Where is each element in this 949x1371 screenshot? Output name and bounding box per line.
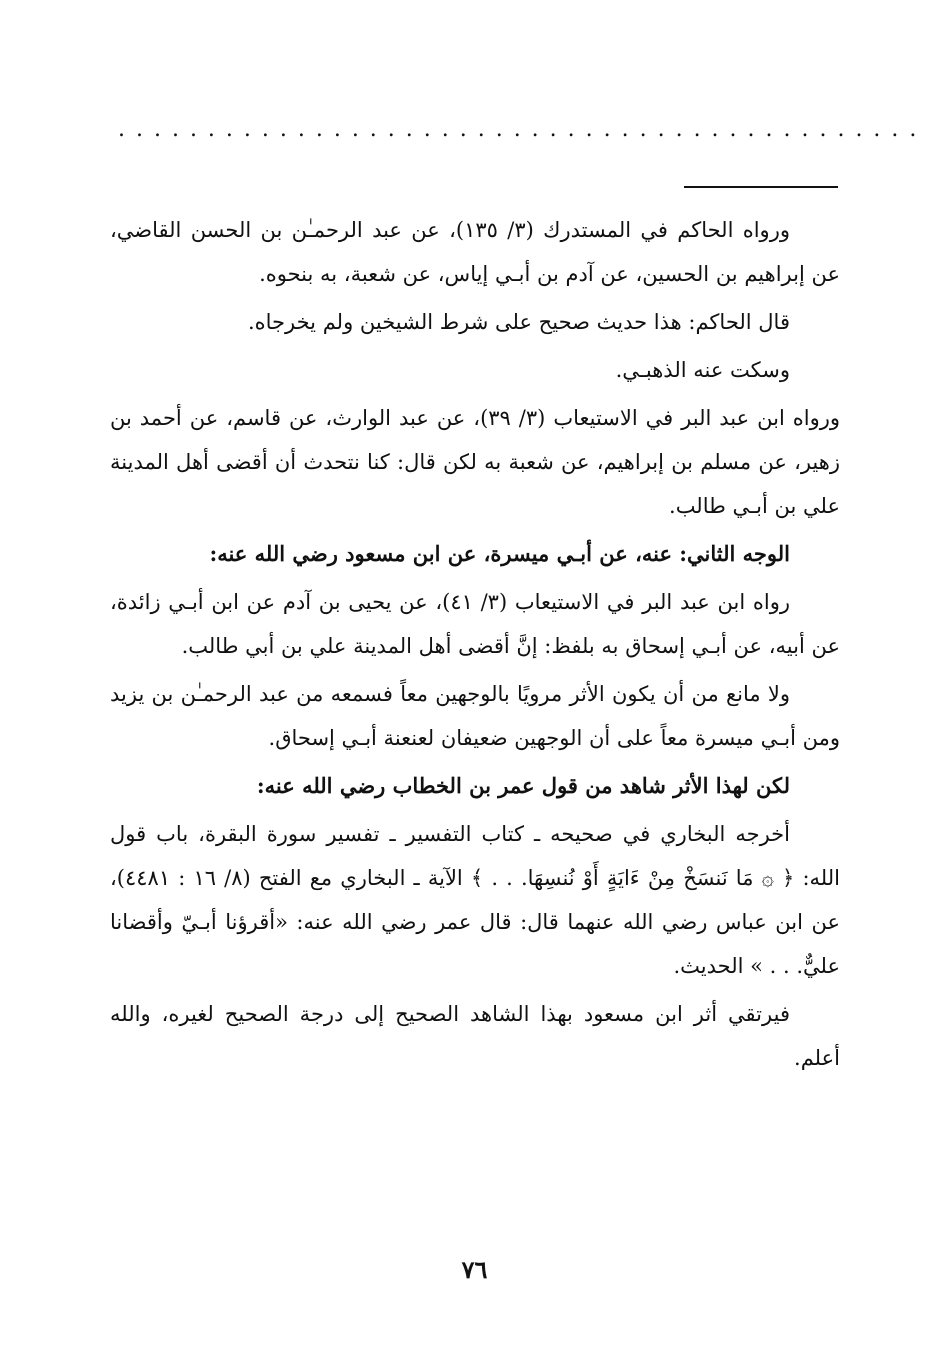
paragraph-second-aspect-narration: رواه ابن عبد البر في الاستيعاب (٣/ ٤١)، عن يحيى بن آدم عن ابن أبـي زائدة، عن أبيه، عن أبـي إسحاق به بلفظ: إنَّ أقضى أهل المدينة علي بن أبي طالب. xyxy=(110,590,840,658)
paragraph-no-objection: ولا مانع من أن يكون الأثر مرويًا بالوجهين معاً فسمعه من عبد الرحمـٰن بن يزيد ومن أبـي ميسرة معاً على أن الوجهين ضعيفان لعنعنة أبـي إسحاق. xyxy=(110,682,840,750)
paragraph-bukhari: أخرجه البخاري في صحيحه ـ كتاب التفسير ـ تفسير سورة البقرة، باب قول الله: ﴿ ۞ مَا نَنسَخْ مِنْ ءَايَةٍ أَوْ نُنسِهَا. . . ﴾ الآية ـ البخاري مع الفتح (٨/ ١٦ : ٤٤٨١)، عن ابن عباس رضي الله عنهما قال: قال عمر رضي الله عنه: «أقرؤنا أبـيّ وأقضانا عليٌّ. . . » الحديث. xyxy=(110,822,840,978)
paragraph-hakim-narration: ورواه الحاكم في المستدرك (٣/ ١٣٥)، عن عبد الرحمـٰن بن الحسن القاضي، عن إبراهيم بن الحسين، عن آدم بن أبـي إياس، عن شعبة، به بنحوه. xyxy=(110,218,840,286)
page-number: ٧٦ xyxy=(461,1255,488,1284)
dotted-separator: . . . . . . . . . . . . . . . . . . . . . . . . . . . . . . . . . . . . . . . . . . . . . xyxy=(118,117,919,142)
paragraph-dhahabi: وسكت عنه الذهبـي. xyxy=(615,358,790,382)
paragraph-witness-heading: لكن لهذا الأثر شاهد من قول عمر بن الخطاب رضي الله عنه: xyxy=(256,773,790,798)
footnote-rule xyxy=(684,186,838,188)
paragraph-hakim-verdict: قال الحاكم: هذا حديث صحيح على شرط الشيخين ولم يخرجاه. xyxy=(247,310,790,334)
page-body xyxy=(110,208,840,1084)
paragraph-second-aspect-heading: الوجه الثاني: عنه، عن أبـي ميسرة، عن ابن مسعود رضي الله عنه: xyxy=(209,541,790,566)
paragraph-ibn-abd-al-barr: ورواه ابن عبد البر في الاستيعاب (٣/ ٣٩)، عن عبد الوارث، عن قاسم، عن أحمد بن زهير، عن مسلم بن إبراهيم، عن شعبة به لكن قال: كنا نتحدث أن أقضى أهل المدينة علي بن أبـي طالب. xyxy=(110,406,841,518)
paragraph-conclusion: فيرتقي أثر ابن مسعود بهذا الشاهد الصحيح إلى درجة الصحيح لغيره، والله أعلم. xyxy=(110,1002,840,1070)
